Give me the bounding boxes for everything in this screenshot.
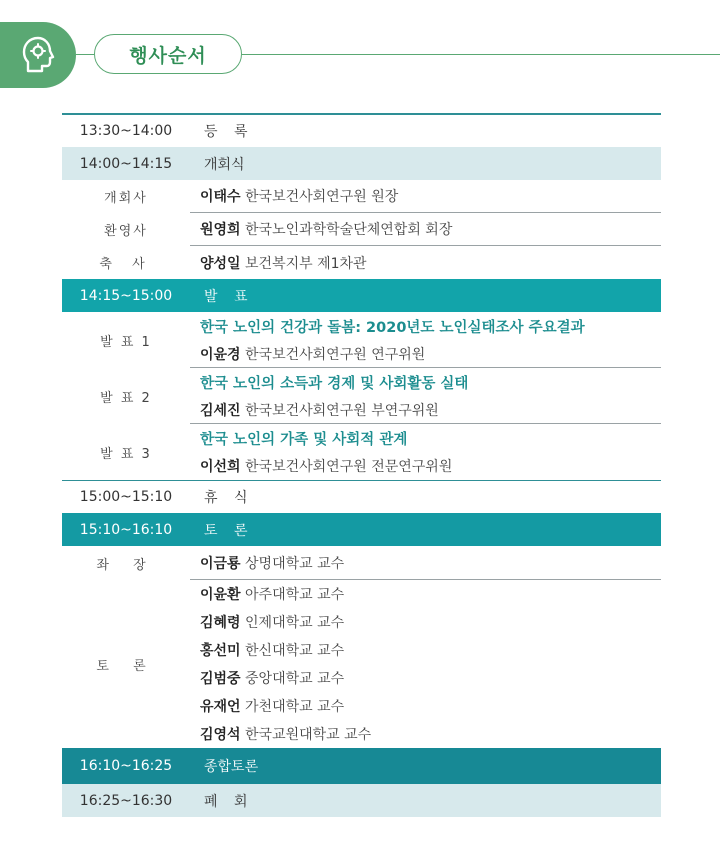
speaker-name: 김혜령 — [200, 615, 241, 631]
speaker-name: 이선희 — [200, 459, 241, 475]
header-line-left — [76, 54, 94, 55]
speaker-affiliation: 한신대학교 교수 — [245, 643, 345, 659]
time-cell: 14:15~15:00 — [79, 287, 173, 304]
schedule-row-registration — [62, 115, 661, 147]
talk-title: 한국 노인의 건강과 돌봄: 2020년도 노인실태조사 주요결과 — [200, 319, 585, 336]
session-label: 폐 회 — [204, 793, 254, 810]
speaker-affiliation: 인제대학교 교수 — [245, 615, 345, 631]
opening-item — [62, 213, 661, 246]
role-label: 발 표 1 — [100, 334, 152, 350]
session-label: 개회식 — [204, 156, 245, 173]
speaker-name: 양성일 — [200, 255, 241, 272]
schedule-row-general-discussion — [62, 748, 661, 784]
role-label: 발 표 2 — [100, 390, 152, 406]
speaker-affiliation: 한국노인과학학술단체연합회 회장 — [245, 222, 453, 238]
header-line — [242, 54, 720, 55]
speaker-name: 홍선미 — [200, 643, 241, 659]
time-cell: 14:00~14:15 — [79, 155, 173, 172]
time-cell: 16:10~16:25 — [79, 758, 173, 774]
schedule-row-presentation — [62, 279, 661, 312]
schedule-row-opening — [62, 147, 661, 180]
time-cell: 13:30~14:00 — [79, 123, 173, 139]
speaker-affiliation: 중앙대학교 교수 — [245, 671, 345, 687]
opening-item — [62, 246, 661, 279]
header-badge — [0, 22, 76, 88]
role-label: 좌 장 — [96, 557, 156, 573]
panelist — [200, 724, 661, 744]
role-label: 발 표 3 — [100, 446, 152, 462]
page-title: 행사순서 — [94, 34, 242, 74]
speaker-affiliation: 한국교원대학교 교수 — [245, 727, 372, 743]
role-label: 토 론 — [96, 658, 156, 674]
speaker-name: 이윤환 — [200, 587, 241, 603]
session-label: 토 론 — [204, 522, 254, 539]
role-label: 개회사 — [104, 191, 148, 206]
panelist — [200, 584, 661, 604]
panelist — [200, 612, 661, 632]
schedule-row-discussion — [62, 513, 661, 546]
speaker-affiliation: 한국보건사회연구원 원장 — [245, 189, 399, 205]
speaker-name: 김세진 — [200, 402, 241, 419]
panelist — [200, 696, 661, 716]
schedule-row-closing — [62, 784, 661, 817]
head-profile-icon — [20, 35, 56, 75]
speaker-affiliation: 가천대학교 교수 — [245, 699, 345, 715]
opening-item — [62, 180, 661, 213]
speaker-name: 김범중 — [200, 671, 241, 687]
role-label: 축 사 — [99, 257, 153, 272]
panelist — [200, 668, 661, 688]
schedule-row-break — [62, 481, 661, 513]
session-label: 종합토론 — [204, 759, 259, 775]
session-label: 등 록 — [204, 124, 254, 140]
speaker-affiliation: 한국보건사회연구원 전문연구위원 — [245, 459, 453, 475]
speaker-name: 원영희 — [200, 222, 241, 238]
time-cell: 16:25~16:30 — [79, 792, 173, 809]
speaker-name: 이태수 — [200, 189, 241, 205]
time-cell: 15:00~15:10 — [79, 489, 173, 505]
talk-item — [62, 312, 661, 368]
speaker-name: 이금룡 — [200, 555, 241, 572]
speaker-name: 이윤경 — [200, 346, 241, 363]
talk-item — [62, 424, 661, 480]
panelist — [200, 640, 661, 660]
role-label: 환영사 — [104, 224, 148, 239]
talk-title: 한국 노인의 소득과 경제 및 사회활동 실태 — [200, 375, 469, 392]
talk-item — [62, 368, 661, 424]
speaker-affiliation: 보건복지부 제1차관 — [245, 255, 367, 272]
panel-discussants — [62, 580, 661, 748]
session-label: 휴 식 — [204, 490, 254, 506]
speaker-affiliation: 아주대학교 교수 — [245, 587, 345, 603]
speaker-name: 유재언 — [200, 699, 241, 715]
speaker-name: 김영석 — [200, 727, 241, 743]
session-label: 발 표 — [204, 288, 254, 305]
chair-row — [62, 546, 661, 580]
talk-title: 한국 노인의 가족 및 사회적 관계 — [200, 432, 408, 448]
speaker-affiliation: 한국보건사회연구원 부연구위원 — [245, 402, 439, 419]
time-cell: 15:10~16:10 — [79, 521, 173, 538]
speaker-affiliation: 상명대학교 교수 — [245, 555, 345, 572]
schedule-table — [62, 113, 661, 817]
speaker-affiliation: 한국보건사회연구원 연구위원 — [245, 346, 426, 363]
